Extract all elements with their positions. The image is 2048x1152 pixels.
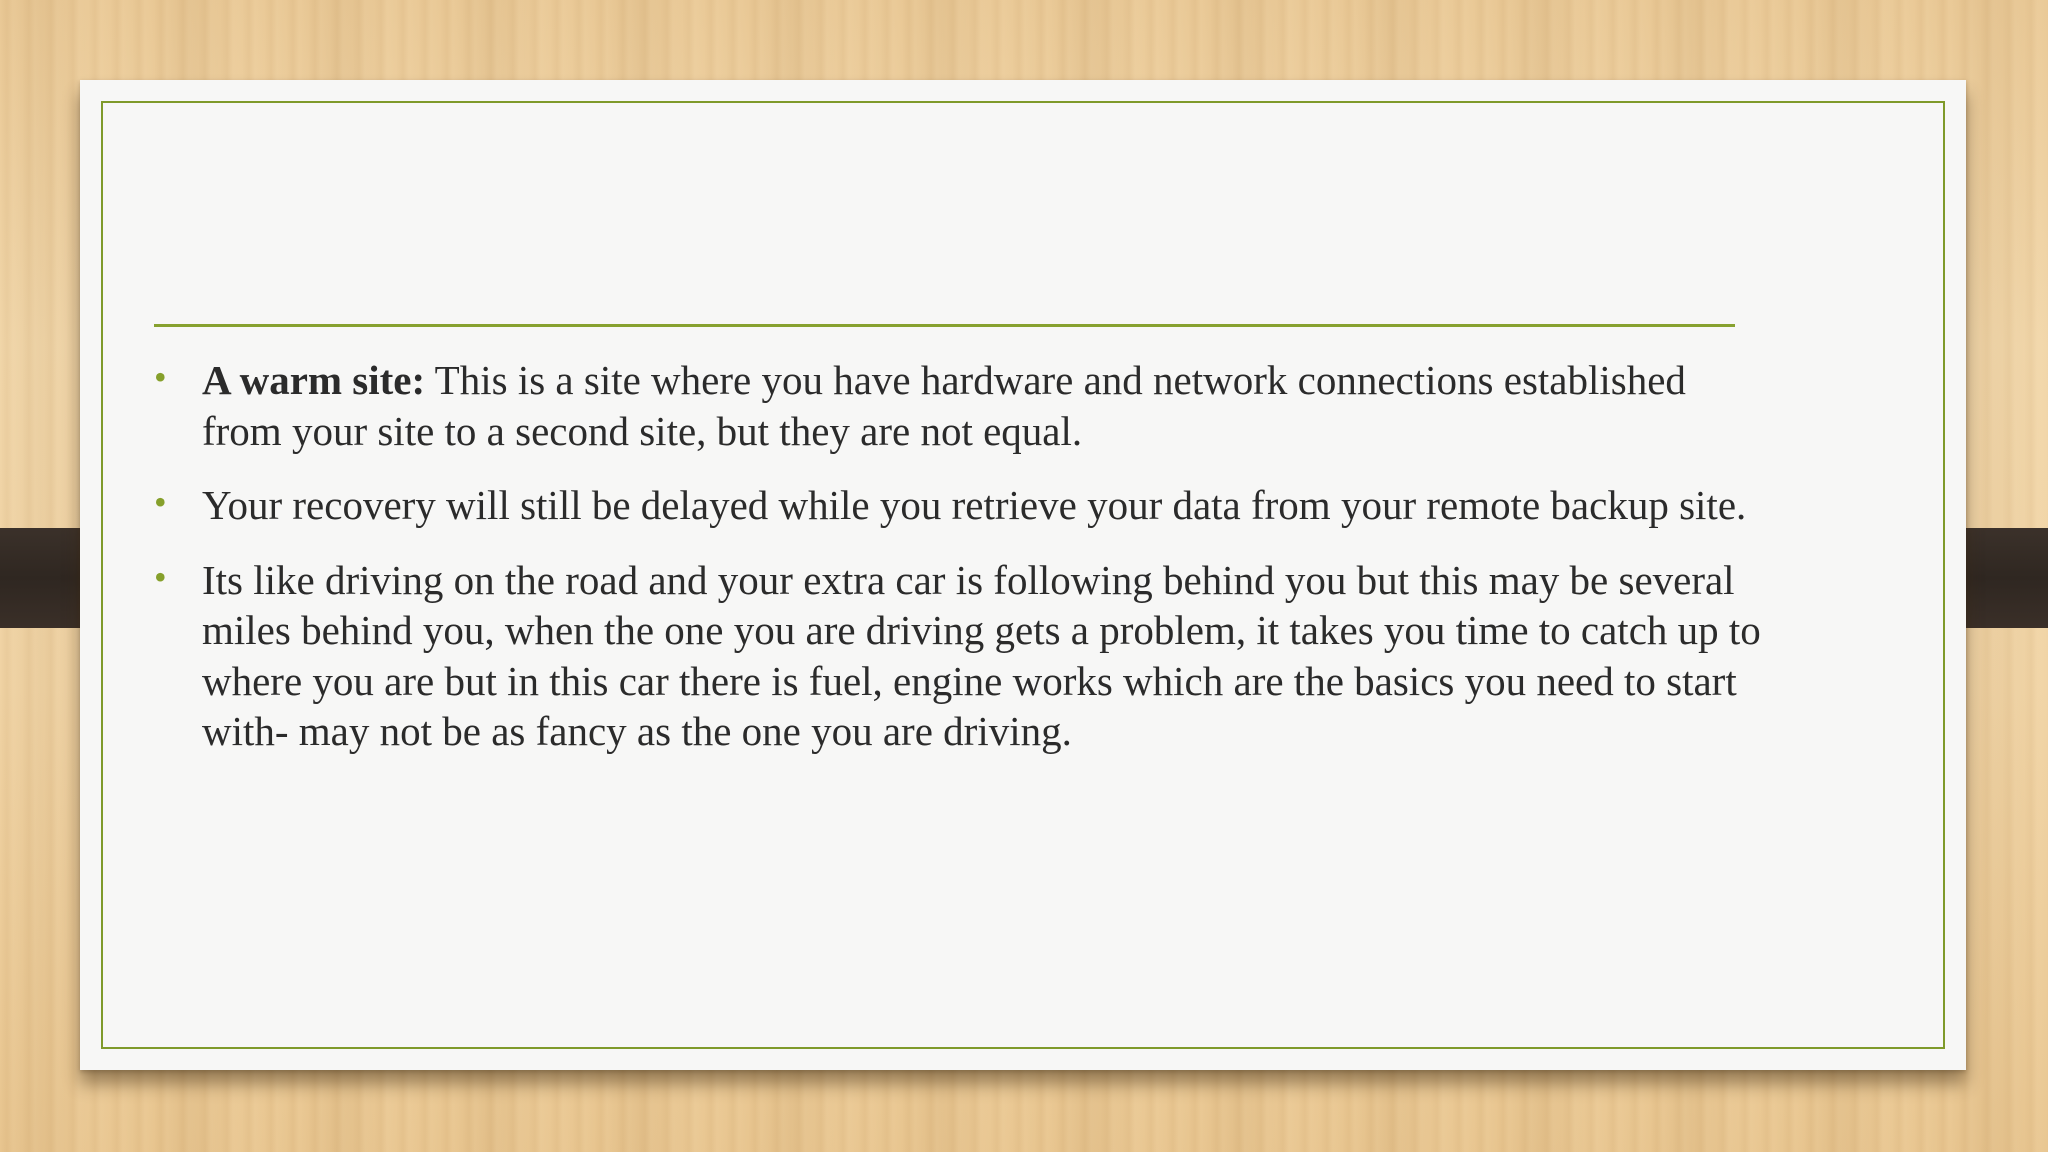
bullet-dot-icon: •	[154, 556, 167, 597]
title-divider	[154, 324, 1735, 327]
bullet-text: Its like driving on the road and your extra car is following behind you but this may be several miles behind you, when the one you are driving gets a problem, it takes you time to catch up to where you are but in this car there is fuel, engine works which are the basics you need to start with- may not be as fancy as the one you are driving.	[202, 556, 1761, 754]
bullet-dot-icon: •	[154, 482, 167, 522]
bullet-text: This is a site where you have hardware and network connections established from your site to a second site, but they are not equal.	[202, 357, 1686, 454]
bullet-item-warm-site	[154, 355, 1774, 456]
bullet-dot-icon: •	[154, 357, 167, 397]
bullet-lead-term: A warm site:	[202, 357, 426, 403]
bullet-list	[154, 355, 1774, 781]
bullet-text: Your recovery will still be delayed while you retrieve your data from your remote backup site.	[202, 482, 1747, 528]
bullet-item-analogy	[154, 555, 1774, 757]
bullet-item-recovery	[154, 480, 1774, 531]
